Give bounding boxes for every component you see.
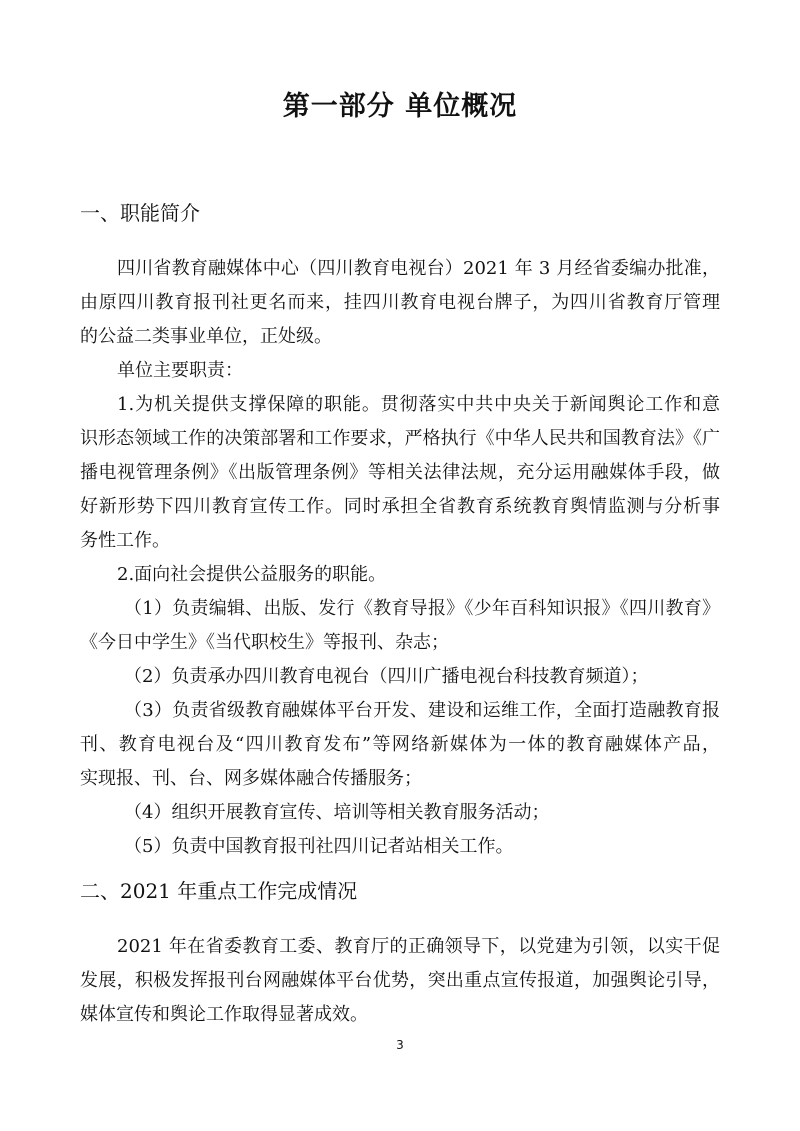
text-line: （3）负责省级教育融媒体平台开发、建设和运维工作，全面打造融教育报 xyxy=(124,700,720,721)
section-heading-2021-work: 二、2021 年重点工作完成情况 xyxy=(80,879,358,903)
text-line: 《今日中学生》《当代职校生》等报刊、杂志； xyxy=(80,632,449,653)
text-line: 媒体宣传和舆论工作取得显著成效。 xyxy=(80,1004,368,1025)
list-item-2 xyxy=(80,660,720,694)
duty-1-paragraph xyxy=(80,388,720,558)
text-line: 单位主要职责： xyxy=(117,360,243,381)
text-line: （5）负责中国教育报刊社四川记者站相关工作。 xyxy=(124,836,514,857)
page-number: 3 xyxy=(396,1038,404,1052)
section-2-paragraph xyxy=(80,930,720,1032)
text-line: 好新形势下四川教育宣传工作。同时承担全省教育系统教育舆情监测与分析事 xyxy=(80,496,720,517)
text-line: 播电视管理条例》《出版管理条例》等相关法律法规，充分运用融媒体手段，做 xyxy=(80,462,720,483)
duty-2-label xyxy=(80,558,720,592)
page-title: 第一部分 单位概况 xyxy=(282,91,518,122)
text-line: 的公益二类事业单位，正处级。 xyxy=(80,326,332,347)
list-item-4 xyxy=(80,796,720,830)
text-line: 识形态领域工作的决策部署和工作要求，严格执行《中华人民共和国教育法》《广 xyxy=(80,428,720,449)
list-item-1 xyxy=(80,592,720,660)
text-line: （2）负责承办四川教育电视台（四川广播电视台科技教育频道）； xyxy=(124,666,649,687)
text-line: 刊、教育电视台及“四川教育发布”等网络新媒体为一体的教育融媒体产品， xyxy=(80,734,720,755)
intro-paragraph xyxy=(80,252,720,354)
text-line: （1）负责编辑、出版、发行《教育导报》《少年百科知识报》《四川教育》 xyxy=(124,598,720,619)
text-line: 四川省教育融媒体中心（四川教育电视台）2021 年 3 月经省委编办批准， xyxy=(117,258,720,279)
text-line: 2.面向社会提供公益服务的职能。 xyxy=(117,564,387,585)
text-line: 发展，积极发挥报刊台网融媒体平台优势，突出重点宣传报道，加强舆论引导， xyxy=(80,970,720,991)
section-heading-functions: 一、职能简介 xyxy=(80,201,200,225)
text-line: 由原四川教育报刊社更名而来，挂四川教育电视台牌子，为四川省教育厅管理 xyxy=(80,292,720,313)
text-line: 2021 年在省委教育工委、教育厅的正确领导下，以党建为引领，以实干促 xyxy=(117,936,720,957)
text-line: （4）组织开展教育宣传、培训等相关教育服务活动； xyxy=(124,802,550,823)
list-item-3 xyxy=(80,694,720,796)
list-item-5 xyxy=(80,830,720,864)
text-line: 1.为机关提供支撑保障的职能。贯彻落实中共中央关于新闻舆论工作和意 xyxy=(117,394,720,415)
duties-label xyxy=(80,354,720,388)
text-line: 务性工作。 xyxy=(80,530,170,551)
text-line: 实现报、刊、台、网多媒体融合传播服务； xyxy=(80,768,422,789)
